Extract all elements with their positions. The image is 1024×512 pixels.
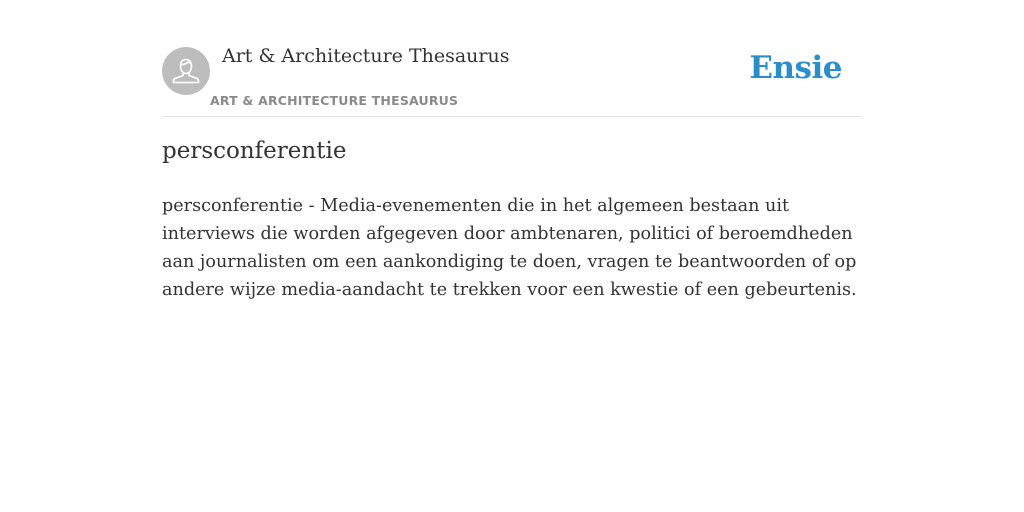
source-label-link[interactable]: ART & ARCHITECTURE THESAURUS bbox=[210, 93, 459, 108]
avatar[interactable] bbox=[162, 47, 210, 95]
page-title: persconferentie bbox=[162, 138, 347, 164]
header bbox=[162, 0, 862, 117]
user-silhouette-icon bbox=[162, 47, 210, 95]
author-name-link[interactable]: Art & Architecture Thesaurus bbox=[222, 45, 510, 67]
ensie-logo[interactable]: Ensie bbox=[749, 50, 842, 86]
definition-text: persconferentie - Media-evenementen die in het algemeen bestaan uit interviews die worden afgegeven door ambtenaren, politici of beroemdheden aan journalisten om een aankondiging te doen, vragen te beantwoorden of op andere wijze media-aandacht te trekken voor een kwestie of een gebeurtenis. bbox=[162, 196, 857, 300]
